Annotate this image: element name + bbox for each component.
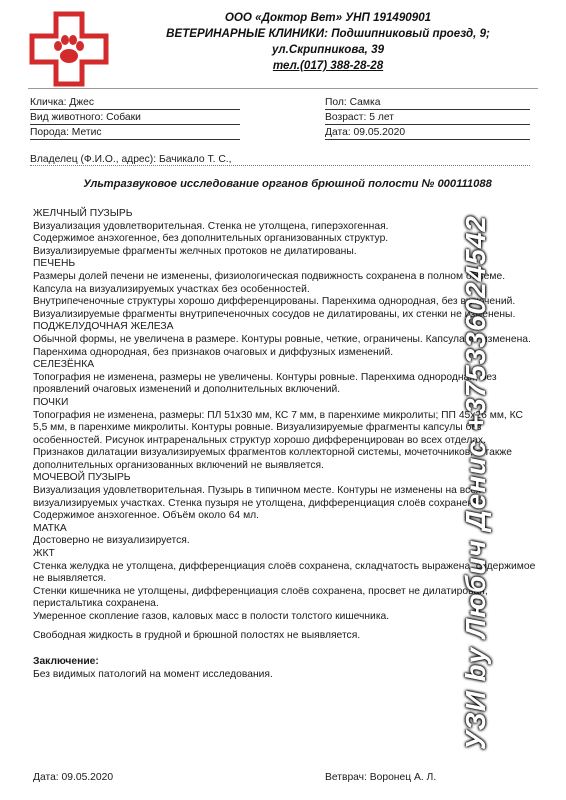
- patient-sex: Пол: Самка: [325, 96, 530, 110]
- section-text: Визуализация удовлетворительная. Стенка не утолщена, гиперэхогенная.: [33, 220, 389, 232]
- header-line-4: тел.(017) 388-28-28: [272, 59, 384, 72]
- footer-doctor: Ветврач: Воронец А. Л.: [325, 772, 437, 783]
- watermark: [420, 190, 566, 770]
- patient-age: Возраст: 5 лет: [325, 111, 530, 125]
- free-fluid-note: Свободная жидкость в грудной и брюшной полостях не выявляется.: [33, 629, 361, 641]
- patient-species: Вид животного: Собаки: [30, 111, 240, 125]
- header-divider: [28, 88, 538, 89]
- patient-name: Кличка: Джес: [30, 96, 240, 110]
- report-title: Ультразвуковое исследование органов брюшной полости № 000111088: [83, 178, 492, 190]
- footer-date: Дата: 09.05.2020: [33, 772, 114, 783]
- section-text: Стенка желудка не утолщена, дифференциация слоёв сохранена, складчатость выражена, содержимое не выявляется.: [33, 560, 536, 585]
- section-text: Умеренное скопление газов, каловых масс в полости толстого кишечника.: [33, 611, 390, 622]
- section-heading: ПЕЧЕНЬ: [33, 258, 76, 270]
- section-text: Топография не изменена, размеры не увеличены. Контуры ровные. Паренхима однородная, без проявлений очаговых изменений и дополнительных включений.: [33, 371, 497, 396]
- section-heading: ЖЕЛЧНЫЙ ПУЗЫРЬ: [33, 208, 133, 219]
- section-text: Визуализируемые фрагменты желчных протоков не дилатированы.: [33, 245, 357, 257]
- header-line-3: ул.Скрипникова, 39: [271, 43, 385, 56]
- section-text: Стенки кишечника не утолщены, дифференциация слоёв сохранена, просвет не дилатирован, перистальтика сохранена.: [33, 585, 488, 610]
- header-line-1: ООО «Доктор Вет» УНП 191490901: [224, 11, 432, 24]
- section-heading: МАТКА: [33, 522, 67, 534]
- section-text: Топография не изменена, размеры: ПЛ 51х30 мм, КС 7 мм, в паренхиме микролиты; ПП 45х26 мм, КС 5,5 мм, в паренхиме микролиты. Контуры ровные. Визуализируемые фрагменты капсулы без особенностей. Рисунок интраренальных структур хорошо дифференцирован во всех отделах. Признаков дилатации визуализируемых фрагментов коллекторной системы, мочеточников, а также дополнительных организованных включений не выявляется.: [33, 409, 523, 471]
- patient-breed: Порода: Метис: [30, 126, 240, 140]
- section-heading: МОЧЕВОЙ ПУЗЫРЬ: [33, 472, 131, 484]
- section-heading: ЖКТ: [33, 548, 55, 560]
- conclusion-label: Заключение:: [33, 656, 99, 668]
- watermark-text: УЗИ by Любич Денис +375336024542: [460, 215, 491, 750]
- section-text: Содержимое анэхогенное, без дополнительных организованных структур.: [33, 233, 389, 245]
- owner-line: Владелец (Ф.И.О., адрес): Бачикало Т. С.,: [30, 154, 530, 166]
- section-text: Размеры долей печени не изменены, физиологическая подвижность сохранена в полном объеме. Капсула на визуализируемых участках без особенностей.: [33, 270, 506, 295]
- clinic-header: [118, 10, 538, 74]
- section-heading: ПОДЖЕЛУДОЧНАЯ ЖЕЛЕЗА: [33, 321, 174, 333]
- section-heading: ПОЧКИ: [33, 396, 69, 408]
- section-heading: СЕЛЕЗЁНКА: [33, 359, 95, 371]
- section-text: Достоверно не визуализируется.: [33, 535, 190, 547]
- section-text: Визуализация удовлетворительная. Пузырь в типичном месте. Контуры не изменены на всех визуализируемых участках. Стенка пузыря не утолщена, дифференциация слоёв сохранена. Содержимое анэхогенное. Объём около 64 мл.: [33, 485, 482, 522]
- conclusion-text: Без видимых патологий на момент исследования.: [33, 668, 273, 680]
- patient-date: Дата: 09.05.2020: [325, 126, 530, 140]
- header-line-2: ВЕТЕРИНАРНЫЕ КЛИНИКИ: Подшипниковый проезд, 9;: [166, 27, 490, 40]
- section-text: Внутрипеченочные структуры хорошо дифференцированы. Паренхима однородная, без включений. Визуализируемые фрагменты внутрипеченочных сосудов не дилатированы, их стенки не изменены.: [33, 296, 516, 320]
- clinic-logo: [28, 10, 110, 88]
- section-text: Обычной формы, не увеличена в размере. Контуры ровные, четкие, ограничены. Капсула не изменена. Паренхима однородная, без признаков очаговых и диффузных изменений.: [33, 333, 531, 358]
